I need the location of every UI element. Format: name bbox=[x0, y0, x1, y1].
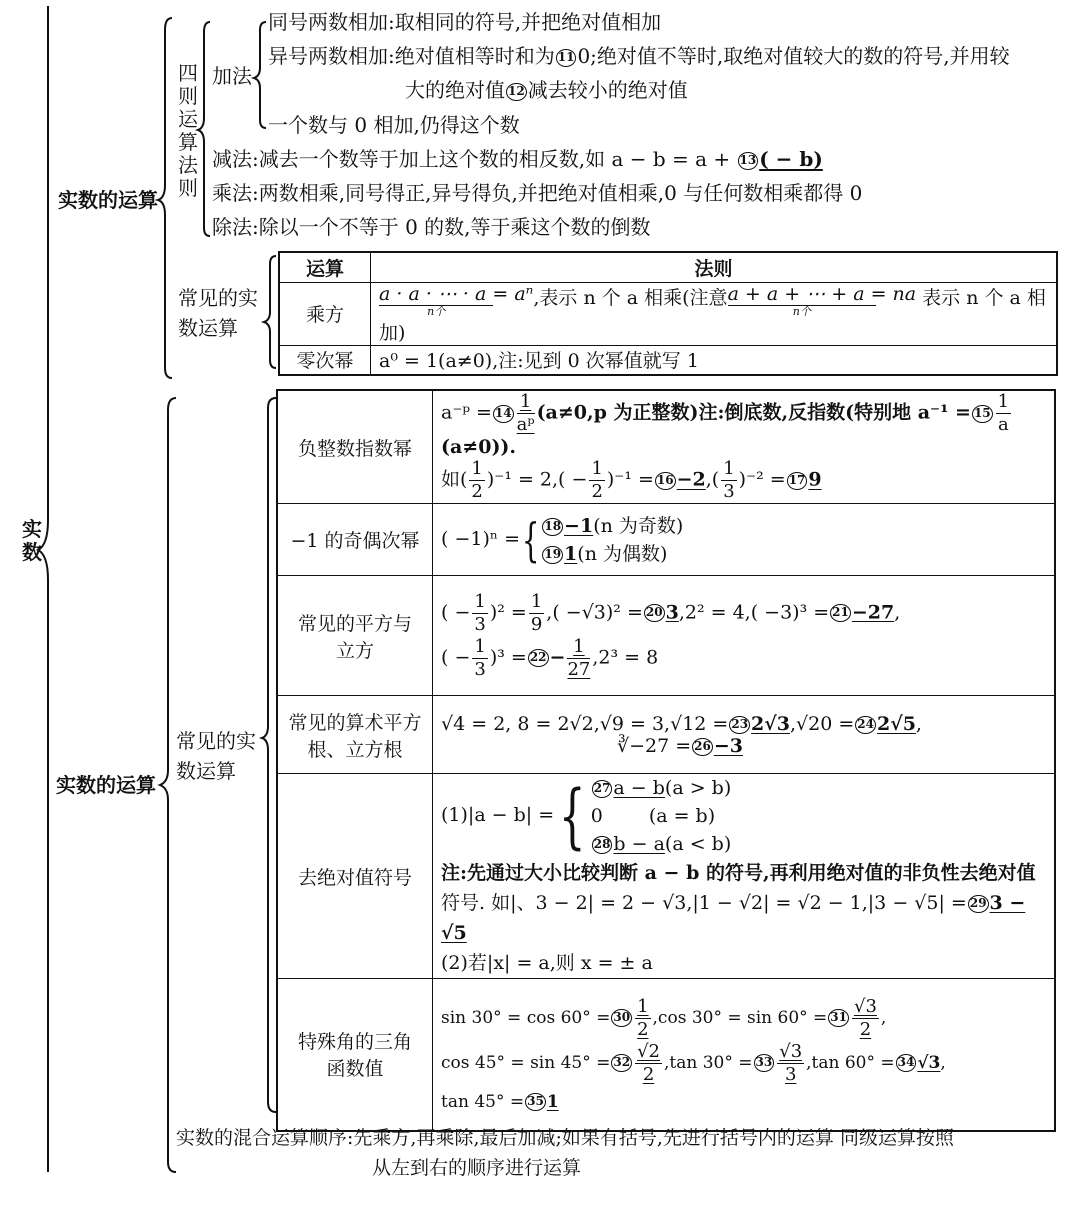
mul-rule: 乘法:两数相乘,同号得正,异号得负,并把绝对值相乘,0 与任何数相乘都得 0 bbox=[212, 181, 863, 205]
add-rule-diff-sign-cont: 大的绝对值 12 减去较小的绝对值 bbox=[405, 78, 688, 102]
row-power-name: 乘方 bbox=[279, 282, 371, 345]
section1-title: 实数的运算 bbox=[58, 188, 158, 212]
add-rule-diff-sign: 异号两数相加:绝对值相等时和为 11 0;绝对值不等时,取绝对值较大的数的符号,并用较 bbox=[268, 44, 1010, 68]
row-neg-exp-rule: a⁻ᵖ = 14 $\frac{1}{\text{aᵖ}}$ (a≠0,p 为正整数)注:倒底数,反指数(特别地 a⁻¹ = 15 $\frac{1}{a}$ (a≠0)). 如( $\frac{1}{2}$ )⁻¹ = 2,( − $\frac{1}{2}$ )⁻¹ = 16 −2,( $\frac{1}{3}$ )⁻² = 17 9 bbox=[433, 390, 1056, 504]
add-label: 加法 bbox=[212, 64, 252, 88]
root-label: 实数 bbox=[22, 517, 42, 564]
section2-title: 实数的运算 bbox=[56, 773, 156, 797]
row-trig-name: 特殊角的三角函数值 bbox=[277, 979, 433, 1131]
row-neg-one-rule: ( −1)ⁿ ={ 18 −1(n 为奇数) 19 1(n 为偶数) bbox=[433, 504, 1056, 576]
section1-brace bbox=[158, 18, 172, 378]
col-rule-header: 法则 bbox=[371, 252, 1058, 282]
common-ops-table bbox=[276, 389, 1056, 1132]
four-ops-label: 四则运算法则 bbox=[178, 61, 198, 200]
row-zero-name: 零次幂 bbox=[279, 345, 371, 375]
sub-rule: 减法:减去一个数等于加上这个数的相反数,如 a − b = a + 13 ( − b) bbox=[212, 147, 823, 171]
row-power-rule: a · a · ⋯ · a = aⁿ n个 ,表示 n 个 a 相乘(注意 a + a + ⋯ + a = na n个 表示 n 个 a 相加) bbox=[371, 282, 1058, 345]
row-roots-rule: √4 = 2, 8 = 2√2,√9 = 3,√12 = 23 2√3,√20 = 24 2√5, ∛−27 = 26 −3 bbox=[433, 696, 1056, 774]
common-label-bottom: 常见的实数运算 bbox=[176, 729, 256, 783]
col-op-header: 运算 bbox=[279, 252, 371, 282]
div-rule: 除法:除以一个不等于 0 的数,等于乘这个数的倒数 bbox=[212, 215, 651, 239]
row-abs-name: 去绝对值符号 bbox=[277, 774, 433, 979]
order-note-line1: 实数的混合运算顺序:先乘方,再乘除,最后加减;如果有括号,先进行括号内的运算 同级运算按照 bbox=[176, 1127, 954, 1149]
row-abs-rule: (1)|a − b| ={ 27 a − b(a > b) 0 (a = b) 28 b − a(a < b) 注:先通过大小比较判断 a − b 的符号,再利用绝对值的非负性去绝对值 符号. 如|、3 − 2| = 2 − √3,|1 − √2| = √2 − 1,|3 − √5| = 29 3 − √5 (2)若|x| = a,则 x = ± a bbox=[433, 774, 1056, 979]
order-note-line2: 从左到右的顺序进行运算 bbox=[372, 1157, 582, 1179]
row-zero-rule: a⁰ = 1(a≠0),注:见到 0 次幂值就写 1 bbox=[371, 345, 1058, 375]
row-neg-exp-name: 负整数指数幂 bbox=[277, 390, 433, 504]
row-sq-cube-rule: ( − $\frac{1}{3}$ )² = $\frac{1}{9}$ ,( −√3)² = 20 3,2² = 4,( −3)³ = 21 −27, ( − $\frac{1}{3}$ )³ = 22 − $\frac{1}{27}$ ,2³ = 8 bbox=[433, 576, 1056, 696]
power-rules-table bbox=[278, 251, 1058, 376]
root-brace bbox=[38, 6, 48, 1172]
row-trig-rule: sin 30° = cos 60° = 30 $\frac{1}{2}$ ,cos 30° = sin 60° = 31 $\frac{√3}{2}$ , cos 45° = sin 45° = 32 $\frac{√2}{2}$ ,tan 30° = 33 $\frac{√3}{3}$ ,tan 60° = 34 √3, tan 45° = 35 1 bbox=[433, 979, 1056, 1131]
row-roots-name: 常见的算术平方根、立方根 bbox=[277, 696, 433, 774]
add-rule-same-sign: 同号两数相加:取相同的符号,并把绝对值相加 bbox=[268, 10, 662, 34]
common-label-top: 常见的实数运算 bbox=[178, 286, 258, 340]
add-rule-zero: 一个数与 0 相加,仍得这个数 bbox=[268, 113, 520, 137]
row-neg-one-name: −1 的奇偶次幂 bbox=[277, 504, 433, 576]
row-sq-cube-name: 常见的平方与立方 bbox=[277, 576, 433, 696]
